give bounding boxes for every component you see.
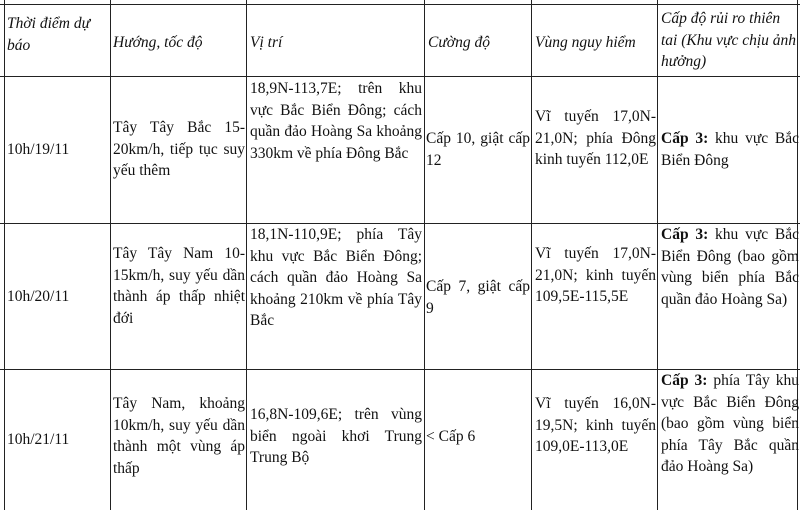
table-row-1-danger-zone: Vĩ tuyến 17,0N-21,0N; phía Đông kinh tuyến 112,0E [535,108,656,168]
risk-area: khu vực Bắc Biển Đông (bao gồm vùng biển phía Bắc quần đảo Hoàng Sa) [661,226,799,308]
table-row-1-risk-level [661,128,799,171]
header-position: Vị trí [250,34,283,51]
header-risk-level: Cấp độ rủi ro thiên tai (Khu vực chịu ảnh hưởng) [661,10,797,70]
table-row-2-direction: Tây Tây Nam 10-15km/h, suy yếu dần thành áp thấp nhiệt đới [113,245,245,327]
risk-level-label: Cấp 3: [661,130,709,147]
table-row-2-position: 18,1N-110,9E; phía Tây khu vực Bắc Biển Đông; cách quần đảo Hoàng Sa khoảng 210km về phía Tây Bắc [250,226,422,329]
header-time: Thời điểm dự báo [7,15,91,54]
table-row-2-intensity: Cấp 7, giật cấp 9 [426,278,530,317]
table-row-1-time [7,77,109,223]
table-row-1-intensity: Cấp 10, giật cấp 12 [426,130,530,169]
table-row-3-time [7,370,109,510]
table-row-3-direction: Tây Nam, khoảng 10km/h, suy yếu dần thành một vùng áp thấp [113,395,245,477]
table-row-3-danger-zone: Vĩ tuyến 16,0N-19,5N; kinh tuyến 109,0E-113,0E [535,395,656,455]
table-row-2-time [7,224,109,369]
table-row-1-direction: Tây Tây Bắc 15-20km/h, tiếp tục suy yếu thêm [113,119,245,179]
table-row-1-position: 18,9N-113,7E; trên khu vực Bắc Biển Đông; cách quần đảo Hoàng Sa khoảng 330km về phía Đông Bắc [250,80,422,162]
header-danger-zone: Vùng nguy hiểm [535,34,636,51]
table-row-3-position: 16,8N-109,6E; trên vùng biển ngoài khơi Trung Trung Bộ [250,406,422,466]
table-row-2-risk-level [661,224,799,310]
risk-area: khu vực Bắc Biển Đông [661,130,799,169]
risk-level-label: Cấp 3: [661,372,708,389]
risk-level-label: Cấp 3: [661,226,709,243]
table-border-top [0,4,800,5]
header-direction: Hướng, tốc độ [113,34,203,51]
row-divider [0,76,800,77]
table-row-3-intensity: < Cấp 6 [426,428,476,445]
table-row-2-danger-zone: Vĩ tuyến 17,0N-21,0N; kinh tuyến 109,5E-115,5E [535,245,656,305]
header-intensity: Cường độ [428,34,490,51]
risk-area: phía Tây khu vực Bắc Biển Đông (bao gồm vùng biển phía Tây Bắc quần đảo Hoàng Sa) [661,372,799,475]
table-row-3-risk-level [661,370,799,478]
time-value: 10h/20/11 [7,287,70,305]
time-value: 10h/21/11 [7,431,70,449]
time-value: 10h/19/11 [7,141,70,159]
